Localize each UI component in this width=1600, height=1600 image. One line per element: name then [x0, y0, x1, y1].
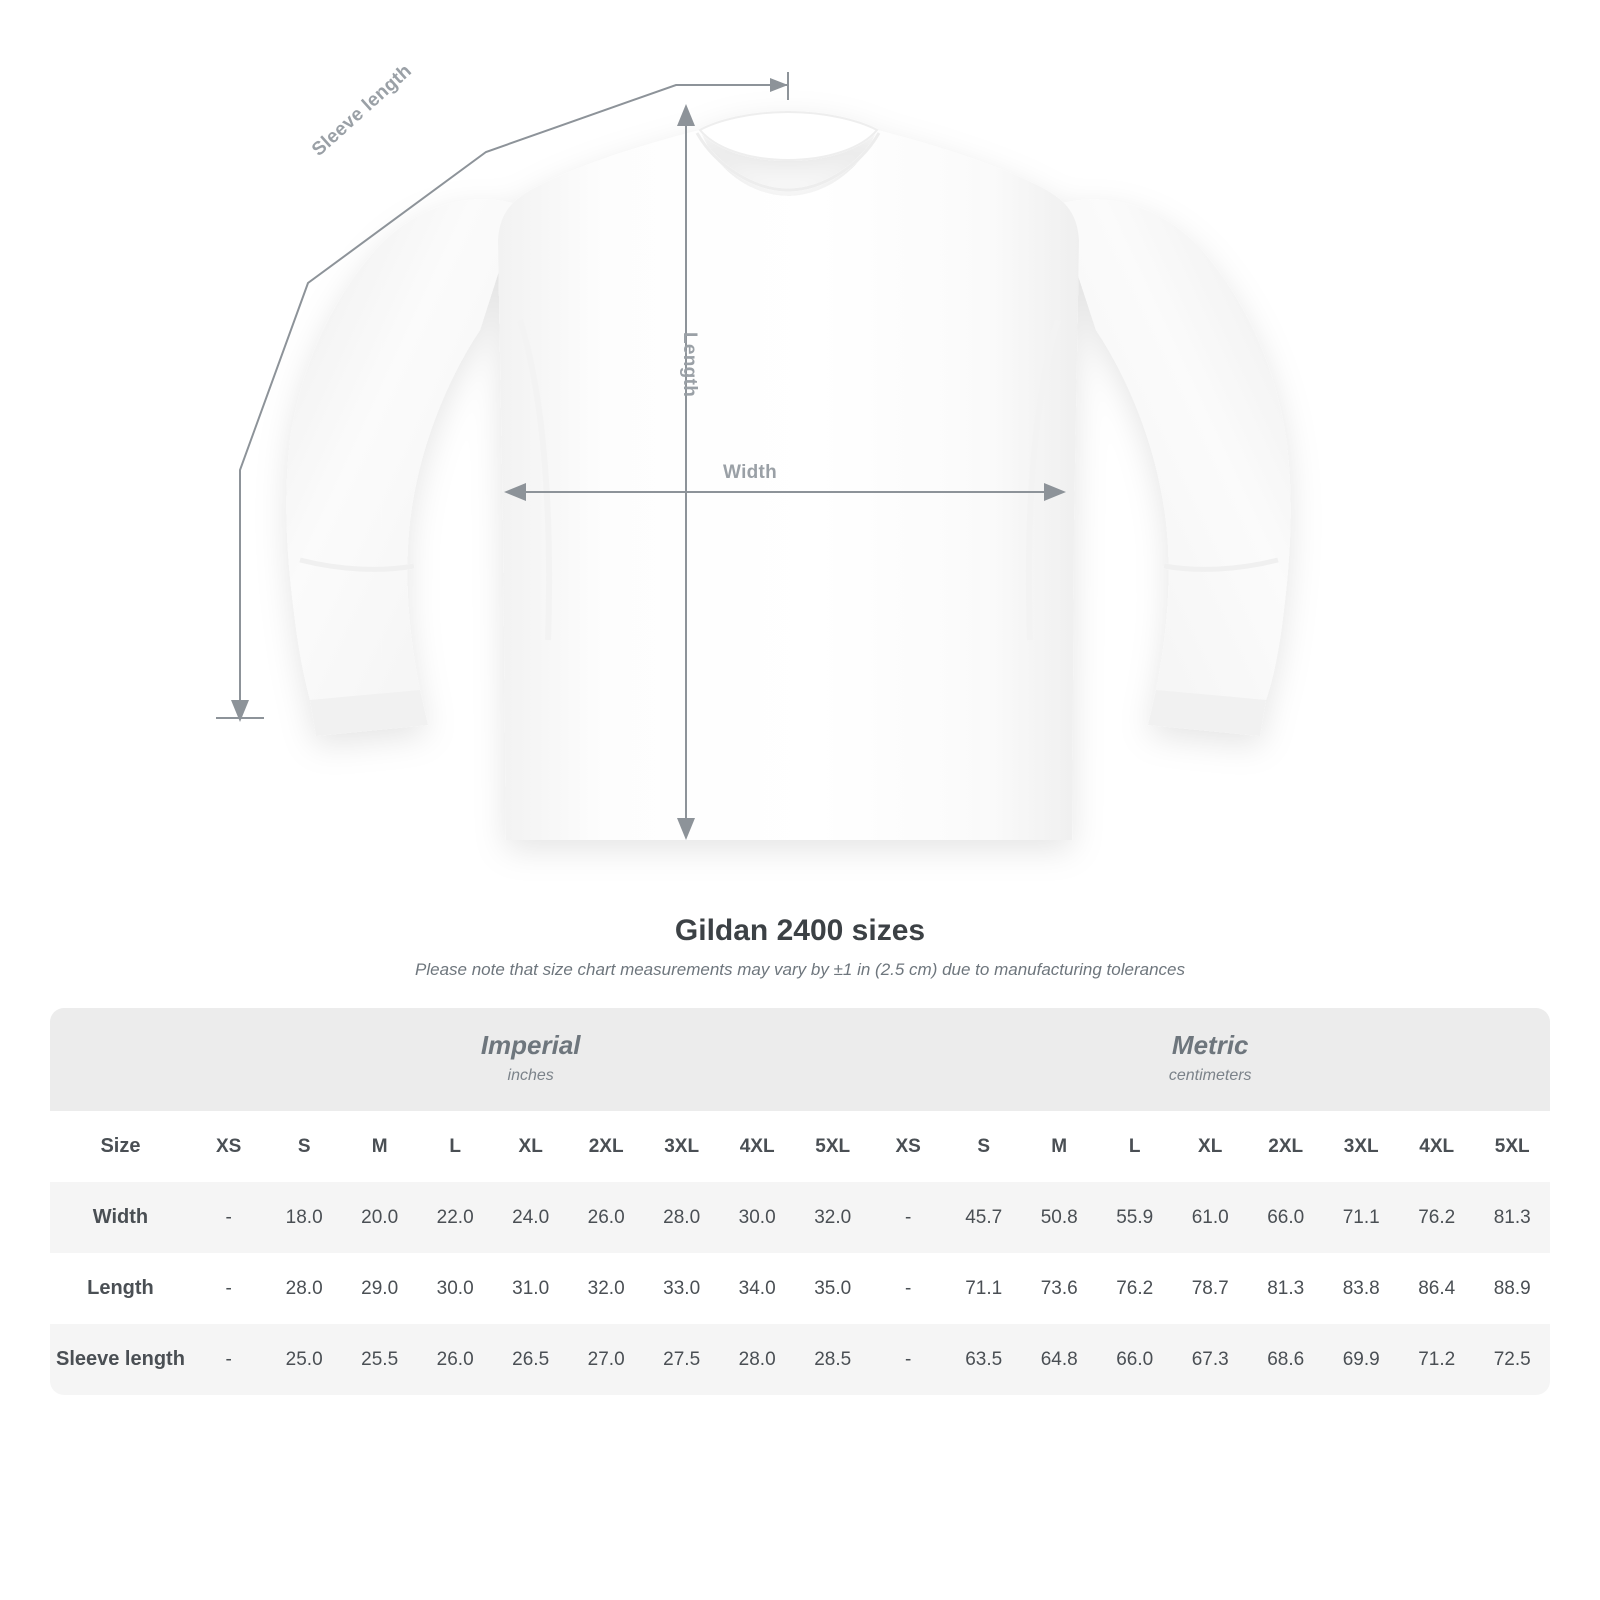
cell-width-1: 18.0 — [266, 1182, 342, 1253]
cell-width-9: - — [870, 1182, 946, 1253]
cell-length-15: 83.8 — [1323, 1253, 1399, 1324]
cell-width-14: 66.0 — [1248, 1182, 1324, 1253]
unit-group-spacer — [50, 1008, 191, 1111]
unit-group-imperial — [191, 1008, 871, 1111]
cell-length-4: 31.0 — [493, 1253, 569, 1324]
cell-width-15: 71.1 — [1323, 1182, 1399, 1253]
cell-length-13: 78.7 — [1172, 1253, 1248, 1324]
cell-width-5: 26.0 — [568, 1182, 644, 1253]
cell-width-10: 45.7 — [946, 1182, 1022, 1253]
cell-sleeve-11: 64.8 — [1021, 1324, 1097, 1395]
header-size-5xl-imperial: 5XL — [795, 1111, 871, 1182]
header-size-label: Size — [50, 1111, 191, 1182]
cell-length-2: 29.0 — [342, 1253, 418, 1324]
cell-width-8: 32.0 — [795, 1182, 871, 1253]
table-row — [50, 1324, 1550, 1395]
header-size-m-metric: M — [1021, 1111, 1097, 1182]
header-size-m-imperial: M — [342, 1111, 418, 1182]
cell-sleeve-3: 26.0 — [417, 1324, 493, 1395]
page-subtitle: Please note that size chart measurements may vary by ±1 in (2.5 cm) due to manufacturing tolerances — [415, 960, 1185, 979]
cell-width-0: - — [191, 1182, 267, 1253]
cell-length-6: 33.0 — [644, 1253, 720, 1324]
cell-length-1: 28.0 — [266, 1253, 342, 1324]
table-header-row — [50, 1111, 1550, 1182]
cell-sleeve-13: 67.3 — [1172, 1324, 1248, 1395]
table-row — [50, 1182, 1550, 1253]
cell-length-17: 88.9 — [1474, 1253, 1550, 1324]
cell-width-16: 76.2 — [1399, 1182, 1475, 1253]
page-title: Gildan 2400 sizes — [674, 914, 926, 947]
cell-sleeve-8: 28.5 — [795, 1324, 871, 1395]
header-size-l-imperial: L — [417, 1111, 493, 1182]
width-dimension-label: Width — [723, 462, 778, 483]
cell-sleeve-7: 28.0 — [719, 1324, 795, 1395]
row-label-length: Length — [50, 1253, 191, 1324]
cell-width-3: 22.0 — [417, 1182, 493, 1253]
cell-sleeve-16: 71.2 — [1399, 1324, 1475, 1395]
header-size-5xl-metric: 5XL — [1474, 1111, 1550, 1182]
cell-width-11: 50.8 — [1021, 1182, 1097, 1253]
sleeve-length-dimension-label: Sleeve length — [308, 60, 416, 161]
cell-width-17: 81.3 — [1474, 1182, 1550, 1253]
cell-width-4: 24.0 — [493, 1182, 569, 1253]
header-size-l-metric: L — [1097, 1111, 1173, 1182]
row-label-width: Width — [50, 1182, 191, 1253]
cell-sleeve-17: 72.5 — [1474, 1324, 1550, 1395]
cell-width-12: 55.9 — [1097, 1182, 1173, 1253]
header-size-3xl-metric: 3XL — [1323, 1111, 1399, 1182]
unit-group-metric-sub: centimeters — [1168, 1067, 1252, 1084]
cell-length-0: - — [191, 1253, 267, 1324]
cell-sleeve-15: 69.9 — [1323, 1324, 1399, 1395]
cell-sleeve-1: 25.0 — [266, 1324, 342, 1395]
header-size-2xl-imperial: 2XL — [568, 1111, 644, 1182]
cell-width-2: 20.0 — [342, 1182, 418, 1253]
unit-group-imperial-name: Imperial — [480, 1030, 581, 1060]
unit-group-row — [50, 1008, 1550, 1111]
cell-length-8: 35.0 — [795, 1253, 871, 1324]
header-size-2xl-metric: 2XL — [1248, 1111, 1324, 1182]
cell-length-5: 32.0 — [568, 1253, 644, 1324]
header-size-s-imperial: S — [266, 1111, 342, 1182]
cell-width-6: 28.0 — [644, 1182, 720, 1253]
header-size-xs-metric: XS — [870, 1111, 946, 1182]
header-size-s-metric: S — [946, 1111, 1022, 1182]
header-size-4xl-imperial: 4XL — [719, 1111, 795, 1182]
row-label-sleeve-length: Sleeve length — [50, 1324, 191, 1395]
cell-length-3: 30.0 — [417, 1253, 493, 1324]
header-size-xl-imperial: XL — [493, 1111, 569, 1182]
cell-sleeve-10: 63.5 — [946, 1324, 1022, 1395]
cell-length-14: 81.3 — [1248, 1253, 1324, 1324]
cell-sleeve-5: 27.0 — [568, 1324, 644, 1395]
cell-width-13: 61.0 — [1172, 1182, 1248, 1253]
cell-length-16: 86.4 — [1399, 1253, 1475, 1324]
cell-sleeve-2: 25.5 — [342, 1324, 418, 1395]
cell-sleeve-6: 27.5 — [644, 1324, 720, 1395]
cell-sleeve-9: - — [870, 1324, 946, 1395]
header-size-4xl-metric: 4XL — [1399, 1111, 1475, 1182]
header-size-xl-metric: XL — [1172, 1111, 1248, 1182]
cell-sleeve-4: 26.5 — [493, 1324, 569, 1395]
cell-sleeve-14: 68.6 — [1248, 1324, 1324, 1395]
unit-group-metric-name: Metric — [1171, 1030, 1249, 1060]
size-chart-table — [50, 1008, 1550, 1395]
cell-length-12: 76.2 — [1097, 1253, 1173, 1324]
cell-length-9: - — [870, 1253, 946, 1324]
length-dimension-label: Length — [679, 332, 700, 398]
cell-width-7: 30.0 — [719, 1182, 795, 1253]
cell-length-10: 71.1 — [946, 1253, 1022, 1324]
unit-group-metric — [870, 1008, 1550, 1111]
cell-sleeve-0: - — [191, 1324, 267, 1395]
title-block — [0, 914, 1600, 980]
cell-sleeve-12: 66.0 — [1097, 1324, 1173, 1395]
size-chart-table-wrap — [50, 1008, 1550, 1395]
table-row — [50, 1253, 1550, 1324]
cell-length-7: 34.0 — [719, 1253, 795, 1324]
header-size-3xl-imperial: 3XL — [644, 1111, 720, 1182]
cell-length-11: 73.6 — [1021, 1253, 1097, 1324]
header-size-xs-imperial: XS — [191, 1111, 267, 1182]
unit-group-imperial-sub: inches — [507, 1067, 554, 1084]
